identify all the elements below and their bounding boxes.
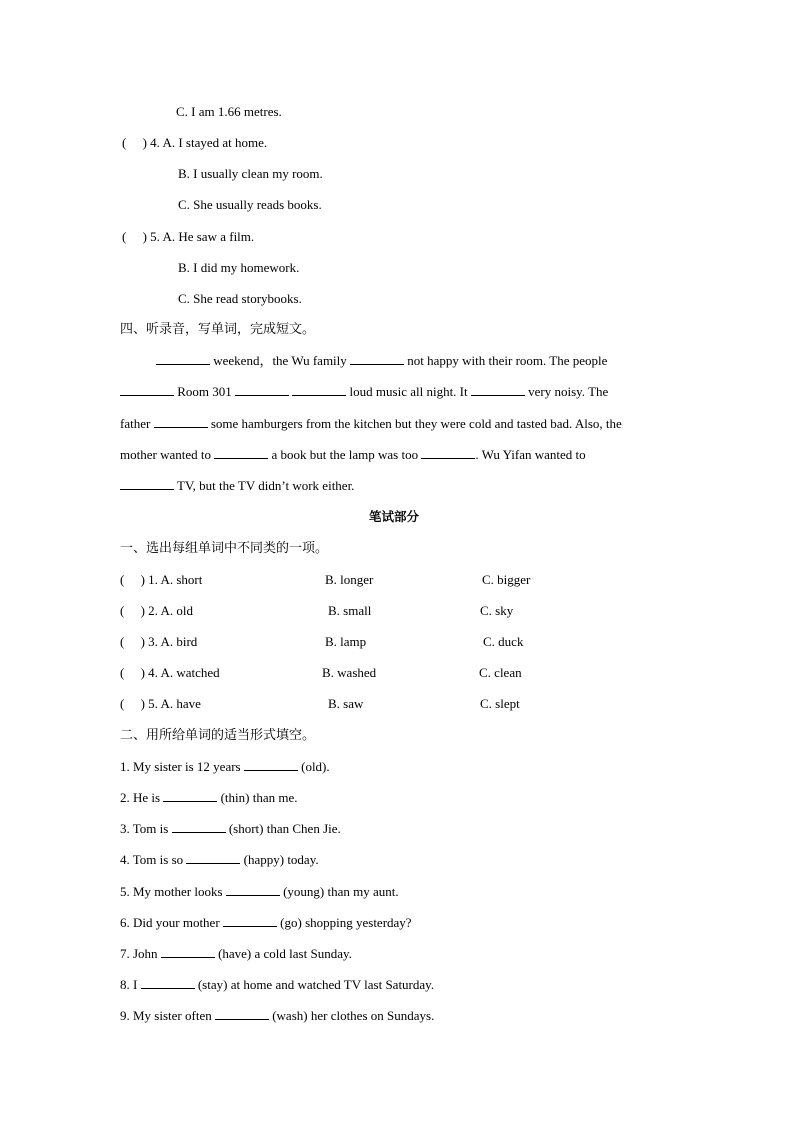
fill-blank[interactable] [421,447,475,459]
item-text: 6. Did your mother [120,915,220,930]
passage-line-1 [156,353,607,369]
item-text: 3. Tom is [120,821,169,836]
fill-item [120,884,399,900]
fill-blank[interactable] [154,416,208,428]
listening-q4-option-b: B. I usually clean my room. [178,166,323,181]
passage-text: weekend，the Wu family [213,353,347,368]
fill-item [120,915,412,931]
item-hint: (old). [301,759,330,774]
option-c: C. clean [479,665,522,680]
passage-text: some hamburgers from the kitchen but they were cold and tasted bad. Also, the [210,416,622,431]
listening-q5-option-b: B. I did my homework. [178,260,300,275]
part-2-heading: 二、用所给单词的适当形式填空。 [120,728,316,743]
option-a: 4. A. watched [148,665,220,680]
passage-text: . Wu Yifan wanted to [475,447,586,462]
odd-one-out-row [120,665,220,681]
option-b: B. saw [328,696,364,711]
option-a: 1. A. short [148,572,203,587]
fill-blank[interactable] [244,759,298,771]
odd-one-out-row [120,572,202,588]
fill-blank[interactable] [226,884,280,896]
item-hint: (stay) at home and watched TV last Saturday. [197,977,435,992]
listening-q5-row [122,229,254,245]
fill-blank[interactable] [214,447,268,459]
passage-line-4 [120,447,586,463]
passage-text: mother wanted to [120,447,211,462]
fill-blank[interactable] [223,915,277,927]
passage-text: Room 301 [177,384,232,399]
passage-text: father [120,416,151,431]
fill-item [120,852,319,868]
option-b: B. longer [325,572,374,587]
passage-line-5 [120,478,354,494]
option-b: B. washed [322,665,377,680]
fill-blank[interactable] [120,384,174,396]
item-hint: (young) than my aunt. [283,884,399,899]
item-hint: (happy) today. [243,852,319,867]
option-a: 3. A. bird [148,634,198,649]
passage-line-2 [120,384,608,400]
passage-line-3 [120,416,622,432]
listening-q4-option-c: C. She usually reads books. [178,197,322,212]
option-b: B. small [328,603,372,618]
odd-one-out-row [120,603,193,619]
item-text: 4. Tom is so [120,852,184,867]
answer-paren[interactable]: ( ) [120,603,145,618]
fill-item [120,1008,434,1024]
item-hint: (short) than Chen Jie. [228,821,341,836]
passage-text: not happy with their room. The people [407,353,608,368]
listening-q3-option-c: C. I am 1.66 metres. [176,104,282,119]
item-text: 1. My sister is 12 years [120,759,241,774]
fill-blank[interactable] [156,353,210,365]
item-text: 7. John [120,946,158,961]
fill-item [120,790,298,806]
fill-blank[interactable] [141,977,195,989]
question-stem: 5. A. He saw a film. [150,229,255,244]
fill-item [120,977,434,993]
answer-paren[interactable]: ( ) [122,229,147,244]
fill-blank[interactable] [161,946,215,958]
item-hint: (thin) than me. [220,790,298,805]
part-1-heading: 一、选出每组单词中不同类的一项。 [120,541,329,556]
item-text: 8. I [120,977,138,992]
item-text: 9. My sister often [120,1008,212,1023]
answer-paren[interactable]: ( ) [122,135,147,150]
listening-q4-row [122,135,267,151]
passage-text: loud music all night. It [349,384,468,399]
answer-paren[interactable]: ( ) [120,634,145,649]
fill-blank[interactable] [350,353,404,365]
answer-paren[interactable]: ( ) [120,696,145,711]
listening-q5-option-c: C. She read storybooks. [178,291,302,306]
passage-text: a book but the lamp was too [271,447,419,462]
option-b: B. lamp [325,634,367,649]
item-hint: (have) a cold last Sunday. [218,946,352,961]
fill-blank[interactable] [120,478,174,490]
odd-one-out-row [120,634,197,650]
item-hint: (wash) her clothes on Sundays. [272,1008,435,1023]
section-4-heading: 四、听录音，写单词，完成短文。 [120,322,316,337]
option-c: C. slept [480,696,520,711]
answer-paren[interactable]: ( ) [120,665,145,680]
fill-blank[interactable] [172,821,226,833]
option-c: C. duck [483,634,524,649]
option-a: 2. A. old [148,603,193,618]
question-stem: 4. A. I stayed at home. [150,135,268,150]
fill-item [120,821,341,837]
fill-blank[interactable] [215,1008,269,1020]
fill-blank[interactable] [292,384,346,396]
fill-blank[interactable] [163,790,217,802]
written-section-title: 笔试部分 [369,509,420,524]
item-hint: (go) shopping yesterday? [280,915,412,930]
odd-one-out-row [120,696,201,712]
option-a: 5. A. have [148,696,201,711]
fill-blank[interactable] [471,384,525,396]
fill-blank[interactable] [235,384,289,396]
item-text: 5. My mother looks [120,884,223,899]
passage-text: very noisy. The [528,384,609,399]
option-c: C. bigger [482,572,531,587]
fill-item [120,946,352,962]
passage-text: TV, but the TV didn’t work either. [177,478,355,493]
item-text: 2. He is [120,790,161,805]
fill-item [120,759,330,775]
option-c: C. sky [480,603,514,618]
fill-blank[interactable] [186,852,240,864]
answer-paren[interactable]: ( ) [120,572,145,587]
